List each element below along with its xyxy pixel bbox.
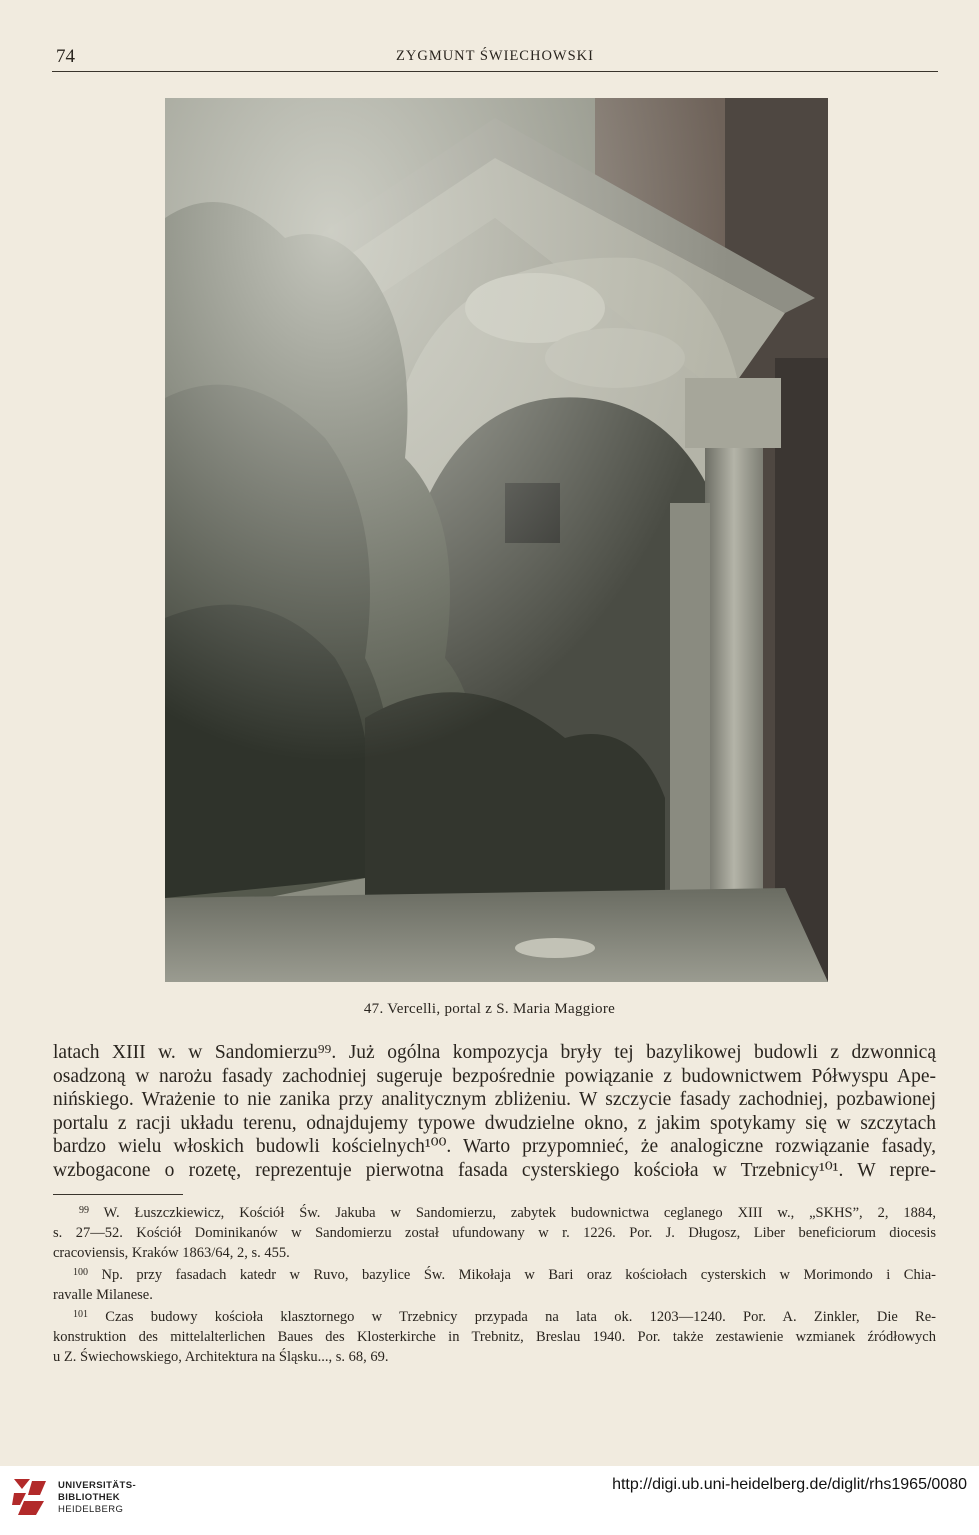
footnote-line: $^{100}$ Np. przy fasadach katedr w Ruvo, bazylice Św. Mikołaja w Bari oraz kościołach cysterskich w Morimondo i Chia- (73, 1267, 936, 1283)
footnote-100 (53, 1263, 936, 1305)
viewer-footer (0, 1466, 979, 1535)
figure-photo-portal (165, 98, 828, 982)
footnote-line: cracoviensis, Kraków 1863/64, 2, s. 455. (53, 1245, 290, 1261)
body-line: portalu z racji układu terenu, odnajdujemy typowe dwudzielne okno, z jakim spotykamy się w szczytach (53, 1112, 936, 1134)
body-paragraph (53, 1041, 936, 1182)
footnote-number: 99 (79, 1205, 89, 1216)
footnote-rule (53, 1194, 183, 1195)
footnote-line: ravalle Milanese. (53, 1287, 153, 1303)
body-line: latach XIII w. w Sandomierzu⁹⁹. Już ogólna kompozycja bryły tej bazylikowej budowli z dzwonnicą (53, 1042, 936, 1063)
library-name: UNIVERSITÄTS- BIBLIOTHEK HEIDELBERG (58, 1480, 137, 1515)
footnote-line: s. 27—52. Kościół Dominikanów w Sandomierzu został ufundowany w r. 1226. Por. J. Długosz, Liber beneficiorum diocesis (53, 1225, 936, 1241)
running-title: ZYGMUNT ŚWIECHOWSKI (396, 48, 594, 64)
footnote-line: $^{101}$ Czas budowy kościoła klasztornego w Trzebnicy przypada na lata ok. 1203—1240. Por. A. Zinkler, Die Re- (73, 1309, 936, 1325)
footnote-line: u Z. Świechowskiego, Architektura na Śląsku..., s. 68, 69. (53, 1349, 389, 1365)
footnote-line: konstruktion des mittelalterlichen Baues des Klosterkirche in Trebnitz, Breslau 1940. Por. także zestawienie wzmianek źródłowych (53, 1329, 936, 1345)
running-header (52, 44, 938, 72)
footnote-101 (53, 1305, 936, 1367)
body-line: bardzo wielu włoskich budowli kościelnych¹⁰⁰. Warto przypomnieć, że analogiczne rozwiązanie fasady, (53, 1136, 936, 1157)
university-library-logo-icon[interactable] (10, 1475, 50, 1519)
footnote-number: 100 (73, 1267, 88, 1278)
footnote-99 (53, 1201, 936, 1263)
footnote-line: $^{99}$ W. Łuszczkiewicz, Kościół Św. Jakuba w Sandomierzu, zabytek budownictwa ceglanego XIII w., „SKHS”, 2, 1884, (79, 1205, 936, 1221)
figure-caption: 47. Vercelli, portal z S. Maria Maggiore (363, 1001, 616, 1017)
body-line: nińskiego. Wrażenie to nie zanika przy analitycznym zbliżeniu. W szczycie fasady zachodniej, pozbawionej (53, 1089, 936, 1110)
body-line: osadzoną w narożu fasady zachodniej sugeruje bezpośrednie powiązanie z budownictwem Półwyspu Ape- (53, 1065, 936, 1087)
permalink-url[interactable]: http://digi.ub.uni-heidelberg.de/diglit/rhs1965/0080 (612, 1476, 967, 1493)
body-line: wzbogacone o rozetę, reprezentuje pierwotna fasada cysterskiego kościoła w Trzebnicy¹⁰¹. W repre- (53, 1159, 936, 1181)
header-rule (52, 71, 938, 72)
footnote-number: 101 (73, 1309, 88, 1320)
page-number: 74 (56, 46, 75, 67)
